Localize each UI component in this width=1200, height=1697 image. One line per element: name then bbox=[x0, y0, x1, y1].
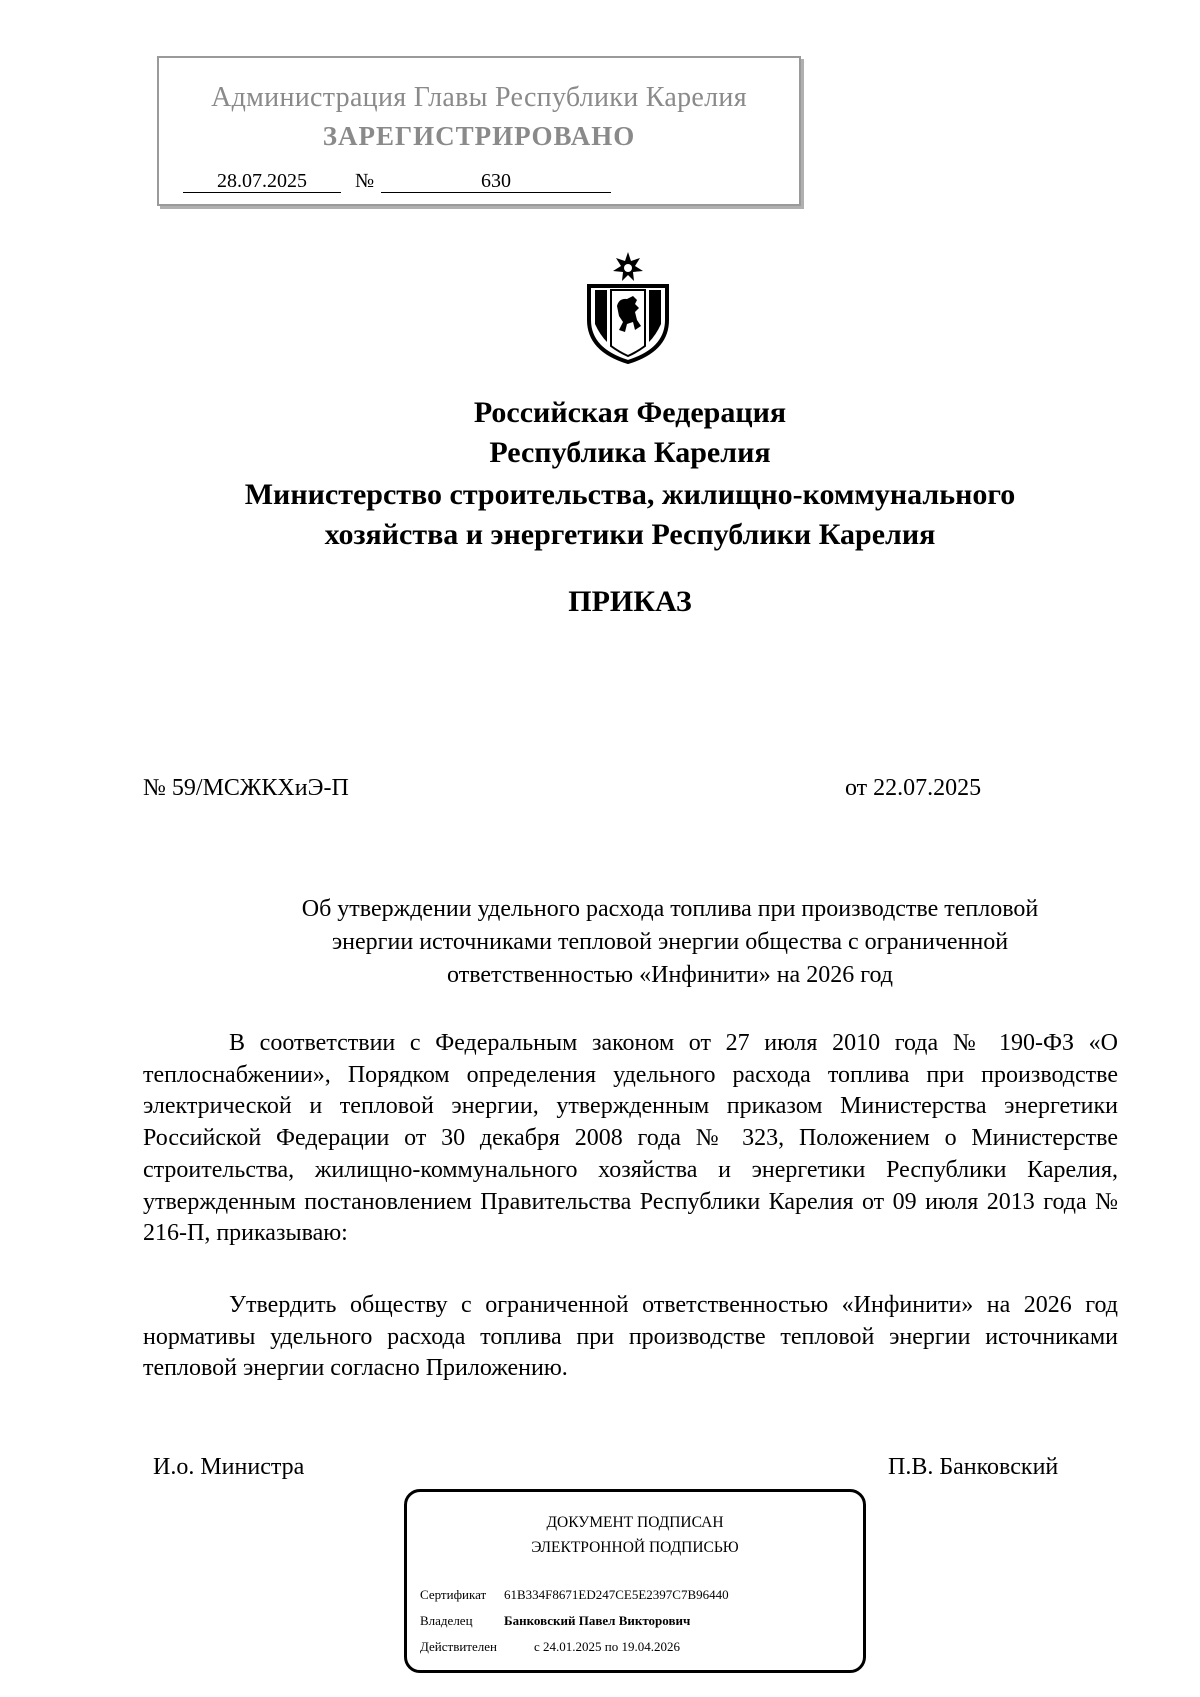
esign-certificate: 61B334F8671ED247CE5E2397C7B96440 bbox=[504, 1587, 729, 1602]
signer-position: И.о. Министра bbox=[153, 1454, 305, 1480]
esign-validity-row bbox=[420, 1639, 680, 1655]
registration-stamp-status: ЗАРЕГИСТРИРОВАНО bbox=[322, 121, 636, 151]
esign-validity: с 24.01.2025 по 19.04.2026 bbox=[534, 1639, 680, 1654]
header-ministry-line2: хозяйства и энергетики Республики Карелия bbox=[324, 518, 936, 551]
karelia-coat-of-arms-icon bbox=[583, 250, 673, 364]
document-type: ПРИКАЗ bbox=[568, 585, 692, 618]
esign-certificate-label: Сертификат bbox=[420, 1587, 487, 1602]
order-subject bbox=[230, 893, 1110, 992]
order-subject-line: энергии источниками тепловой энергии общества с ограниченной bbox=[331, 929, 1009, 955]
registration-number: 630 bbox=[381, 170, 611, 193]
electronic-signature-stamp bbox=[404, 1489, 866, 1673]
esign-owner-row bbox=[420, 1613, 691, 1629]
signer-name: П.В. Банковский bbox=[888, 1454, 1059, 1480]
esign-title-line2: ЭЛЕКТРОННОЙ ПОДПИСЬЮ bbox=[531, 1539, 739, 1556]
registration-number-label: № bbox=[355, 170, 375, 192]
body-paragraph-decision: Утвердить обществу с ограниченной ответственностью «Инфинити» на 2026 год нормативы удельного расхода топлива при производстве тепловой энергии источниками тепловой энергии согласно Приложению. bbox=[143, 1292, 1118, 1382]
header-country: Российская Федерация bbox=[473, 396, 787, 429]
header-ministry-line1: Министерство строительства, жилищно-коммунального bbox=[244, 478, 1016, 511]
body-paragraph-legal-basis: В соответствии с Федеральным законом от 27 июля 2010 года № 190-ФЗ «О теплоснабжении», Порядком определения удельного расхода топлива при производстве электрической и тепловой энергии, утвержденным приказом Министерства энергетики Российской Федерации от 30 декабря 2008 года № 323, Положением о Министерстве строительства, жилищно-коммунального хозяйства и энергетики Республики Карелия, утвержденным постановлением Правительства Республики Карелия от 09 июля 2013 года № 216-П, приказываю: bbox=[143, 1030, 1118, 1247]
order-date: от 22.07.2025 bbox=[845, 775, 982, 801]
esign-certificate-row bbox=[420, 1587, 729, 1603]
registration-stamp-authority: Администрация Главы Республики Карелия bbox=[211, 82, 747, 113]
order-subject-line: Об утверждении удельного расхода топлива при производстве тепловой bbox=[301, 896, 1039, 922]
esign-validity-label: Действителен bbox=[420, 1639, 497, 1654]
esign-owner: Банковский Павел Викторович bbox=[504, 1613, 691, 1628]
header-republic: Республика Карелия bbox=[489, 436, 771, 469]
registration-stamp bbox=[157, 56, 801, 206]
order-number: № 59/МСЖКХиЭ-П bbox=[143, 775, 349, 801]
registration-date: 28.07.2025 bbox=[183, 170, 341, 193]
esign-title-line1: ДОКУМЕНТ ПОДПИСАН bbox=[546, 1514, 724, 1531]
esign-owner-label: Владелец bbox=[420, 1613, 473, 1628]
order-subject-line: ответственностью «Инфинити» на 2026 год bbox=[447, 962, 893, 988]
